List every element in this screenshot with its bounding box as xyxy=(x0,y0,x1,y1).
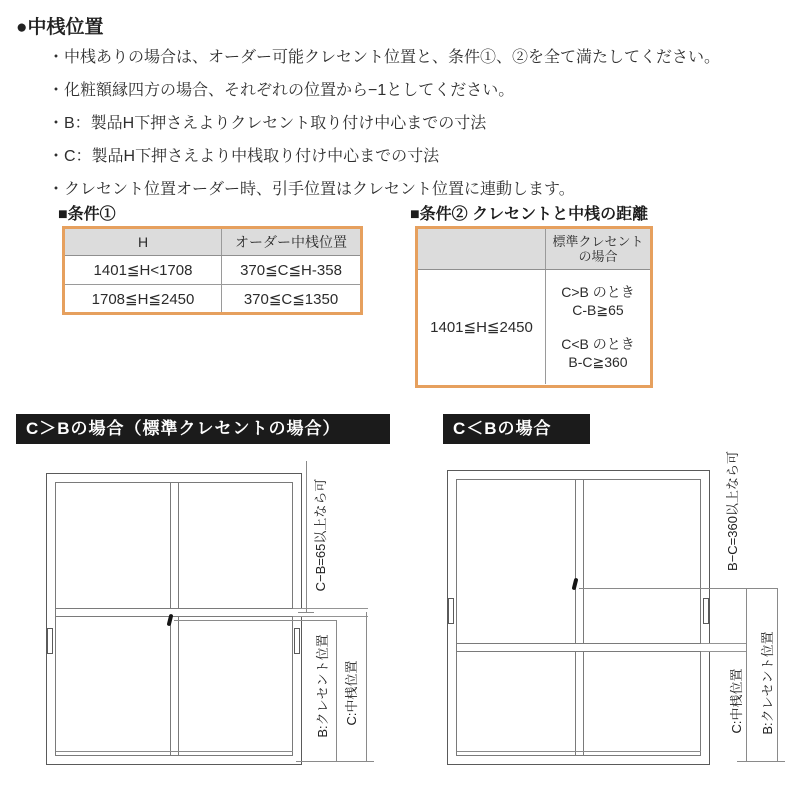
dim-line-bc-c xyxy=(746,588,747,761)
note-line xyxy=(48,180,788,200)
note-text: C：製品H下押さえより中桟取り付け中心までの寸法 xyxy=(64,148,440,165)
bullet-glyph: ・ xyxy=(48,148,65,165)
table-header-row xyxy=(65,229,360,256)
dim-line-b xyxy=(336,620,337,762)
note-text: クレセント位置オーダー時、引手位置はクレセント位置に連動します。 xyxy=(64,181,575,198)
diagram-left-title-bar: C＞Bの場合（標準クレセントの場合） xyxy=(16,414,390,444)
column-header xyxy=(546,229,650,269)
column-header-blank xyxy=(418,229,546,269)
condition2-table xyxy=(415,226,653,388)
note-text: B：製品H下押さえよりクレセント取り付け中心までの寸法 xyxy=(64,115,487,132)
table-cell: 1401≦H≦2450 xyxy=(418,270,546,384)
dim-label-b: B:クレセント位置 xyxy=(760,631,775,735)
bullet-glyph: ・ xyxy=(48,82,65,99)
crescent-level-line xyxy=(579,588,777,589)
condition1-heading: ■条件① xyxy=(58,206,116,223)
crescent-level-line xyxy=(174,620,336,621)
column-header: H xyxy=(65,229,222,255)
column-header-line: 標準クレセント xyxy=(552,234,644,249)
table-header-row xyxy=(418,229,650,270)
case-line: C-B≧65 xyxy=(572,302,624,318)
pull-handle-right xyxy=(294,628,300,654)
dim-label-c: C:中桟位置 xyxy=(729,668,744,734)
note-line xyxy=(48,81,788,101)
dim-label-bc: B−C=360以上なら可 xyxy=(725,451,740,571)
note-text: 中桟ありの場合は、オーダー可能クレセント位置と、条件①、②を全て満たしてください。 xyxy=(64,49,721,66)
diagram-right-title-bar: C＜Bの場合 xyxy=(443,414,590,444)
table-cell: 370≦C≦H-358 xyxy=(240,262,342,279)
page-title: ●中桟位置 xyxy=(16,17,104,38)
note-line xyxy=(48,48,788,68)
dim-line-cb xyxy=(306,461,307,612)
table-cell xyxy=(546,270,650,384)
sash-bottom-line xyxy=(457,751,701,752)
bullet-glyph: ・ xyxy=(48,115,65,132)
case-line: C<B のとき xyxy=(561,336,635,352)
table-cell: 1708≦H≦2450 xyxy=(65,285,222,312)
column-header-line: の場合 xyxy=(578,249,618,264)
table-cell: 1401≦H<1708 xyxy=(65,256,222,284)
dim-tick-bottom xyxy=(296,761,374,762)
case-line: B-C≧360 xyxy=(568,354,628,370)
center-stile xyxy=(575,480,584,755)
table-row xyxy=(65,256,360,284)
pull-handle-left xyxy=(47,628,53,654)
column-header: オーダー中桟位置 xyxy=(235,234,347,250)
case-line: C>B のとき xyxy=(561,284,635,300)
dim-label-b: B:クレセント位置 xyxy=(315,634,330,738)
dim-line-b xyxy=(777,588,778,761)
dim-label-c: C:中桟位置 xyxy=(344,660,359,726)
note-text: 化粧額縁四方の場合、それぞれの位置から−1としてください。 xyxy=(64,82,515,99)
note-line xyxy=(48,147,788,167)
dim-line-c xyxy=(366,612,367,762)
dim-label-cb: C−B=65以上なら可 xyxy=(313,478,328,592)
pull-handle-left xyxy=(448,598,454,624)
dim-tick-bottom xyxy=(737,761,785,762)
middle-rail xyxy=(56,608,293,617)
condition2-heading: ■条件② クレセントと中桟の距離 xyxy=(410,206,649,223)
sash-bottom-line xyxy=(56,751,293,752)
bullet-glyph: ・ xyxy=(48,49,65,66)
table-cell: 370≦C≦1350 xyxy=(243,290,339,308)
table-row xyxy=(418,270,650,384)
dim-tick-rail xyxy=(298,612,314,613)
pull-handle-right xyxy=(703,598,709,624)
table-row xyxy=(65,284,360,312)
bullet-glyph: ・ xyxy=(48,181,65,198)
condition1-table xyxy=(62,226,363,315)
note-line xyxy=(48,114,788,134)
middle-rail xyxy=(457,643,701,652)
